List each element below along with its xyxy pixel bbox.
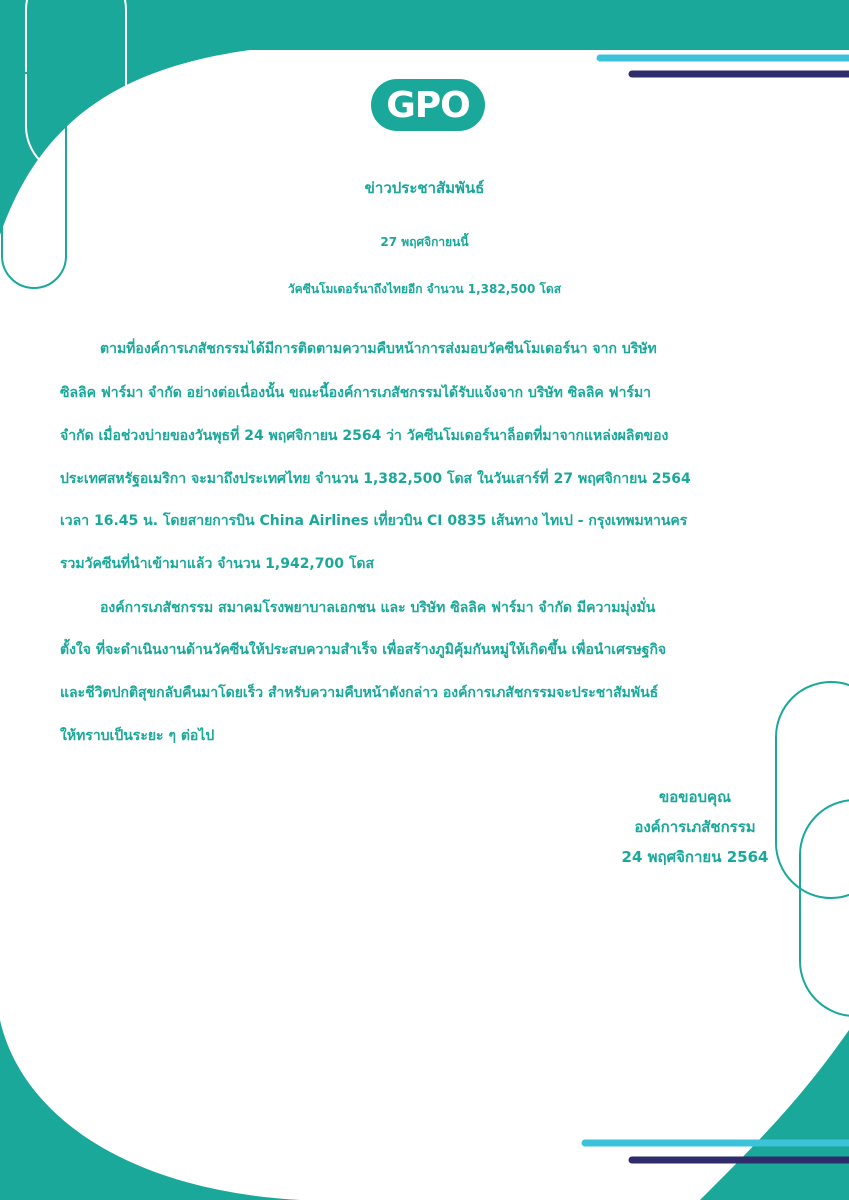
body-line: ตั้งใจ ที่จะดำเนินงานด้านวัคซีนให้ประสบความสำเร็จ เพื่อสร้างภูมิคุ้มกันหมู่ให้เกิดขึ้น เพื่อนำเศรษฐกิจ (60, 642, 667, 658)
headline-date: 27 พฤศจิกายนนี้ (380, 235, 469, 249)
signature-thanks: ขอขอบคุณ (659, 788, 731, 806)
body-line: ตามที่องค์การเภสัชกรรมได้มีการติดตามความคืบหน้าการส่งมอบวัคซีนโมเดอร์นา จาก บริษัท (100, 341, 657, 357)
gpo-logo: GPO (371, 79, 485, 131)
body-line: รวมวัคซีนที่นำเข้ามาแล้ว จำนวน 1,942,700 โดส (60, 556, 375, 572)
body-line: จำกัด เมื่อช่วงบ่ายของวันพุธที่ 24 พฤศจิกายน 2564 ว่า วัคซีนโมเดอร์นาล็อตที่มาจากแหล่งผลิตของ (60, 428, 669, 444)
press-release-label: ข่าวประชาสัมพันธ์ (364, 179, 485, 197)
body-line: ประเทศสหรัฐอเมริกา จะมาถึงประเทศไทย จำนวน 1,382,500 โดส ในวันเสาร์ที่ 27 พฤศจิกายน 2564 (60, 471, 691, 487)
body-line: องค์การเภสัชกรรม สมาคมโรงพยาบาลเอกชน และ บริษัท ซิลลิค ฟาร์มา จำกัด มีความมุ่งมั่น (100, 600, 656, 616)
body-line: ซิลลิค ฟาร์มา จำกัด อย่างต่อเนื่องนั้น ขณะนี้องค์การเภสัชกรรมได้รับแจ้งจาก บริษัท ซิลลิค ฟาร์มา (60, 385, 652, 401)
body-line: และชีวิตปกติสุขกลับคืนมาโดยเร็ว สำหรับความคืบหน้าดังกล่าว องค์การเภสัชกรรมจะประชาสัมพันธ์ (60, 685, 659, 701)
paper-sheet (0, 50, 849, 1200)
headline-title: วัคซีนโมเดอร์นาถึงไทยอีก จำนวน 1,382,500 โดส (287, 282, 562, 296)
signature-date: 24 พฤศจิกายน 2564 (621, 848, 769, 866)
signature-org: องค์การเภสัชกรรม (634, 818, 756, 836)
body-line: เวลา 16.45 น. โดยสายการบิน China Airlines เที่ยวบิน CI 0835 เส้นทาง ไทเป - กรุงเทพมหานคร (60, 513, 688, 529)
body-line: ให้ทราบเป็นระยะ ๆ ต่อไป (60, 728, 215, 744)
